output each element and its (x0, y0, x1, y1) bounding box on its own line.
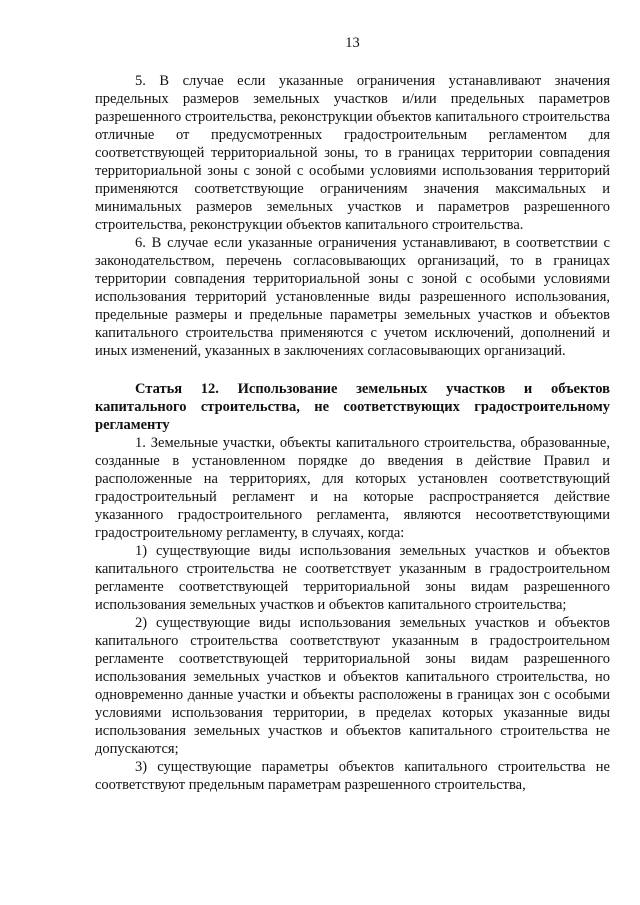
list-item-2: 2) существующие виды использования земельных участков и объектов капитального строительства соответствуют указанным в градостроительном регламенте соответствующей территориальной зоны видам разрешенного использования земельных участков и объектов капитального строительства, но одновременно данные участки и объекты расположены в границах зон с особыми условиями использования территории, в пределах которых указанные виды использования земельных участков и объектов капитального строительства не допускаются; (95, 615, 610, 757)
list-item-1: 1) существующие виды использования земельных участков и объектов капитального строительства не соответствует указанным в градостроительном регламенте соответствующей территориальной зоны видам разрешенного использования земельных участков и объектов капитального строительства; (95, 543, 610, 613)
article-title: Статья 12. Использование земельных участков и объектов капитального строительства, не соответствующих градостроительному регламенту (95, 381, 610, 433)
list-item-3: 3) существующие параметры объектов капитального строительства не соответствуют предельным параметрам разрешенного строительства, (95, 759, 610, 793)
paragraph-5: 5. В случае если указанные ограничения устанавливают значения предельных размеров земельных участков и/или предельных параметров разрешенного строительства, реконструкции объектов капитального строительства отличные от предусмотренных градостроительным регламентом для соответствующей территориальной зоны, то в границах территории совпадения территориальной зоны с зоной с особыми условиями использования территорий применяются соответствующие ограничениям значения максимальных и минимальных размеров земельных участков и параметров разрешенного строительства, реконструкции объектов капитального строительства. (95, 73, 610, 233)
paragraph-6: 6. В случае если указанные ограничения устанавливают, в соответствии с законодательством, перечень согласовывающих организаций, то в границах территории совпадения территориальной зоны с зоной с особыми условиями использования территорий установленные виды разрешенного использования, предельные размеры и предельные параметры земельных участков и объектов капитального строительства применяются с учетом исключений, дополнений и иных изменений, указанных в заключениях согласовывающих организаций. (95, 235, 610, 359)
paragraph-article-1: 1. Земельные участки, объекты капитального строительства, образованные, созданные в установленном порядке до введения в действие Правил и расположенные на территориях, для которых установлен соответствующий градостроительный регламент и на которые распространяется действие указанного градостроительного регламента, являются несоответствующими градостроительному регламенту, в случаях, когда: (95, 435, 610, 541)
page-number: 13 (345, 35, 360, 51)
